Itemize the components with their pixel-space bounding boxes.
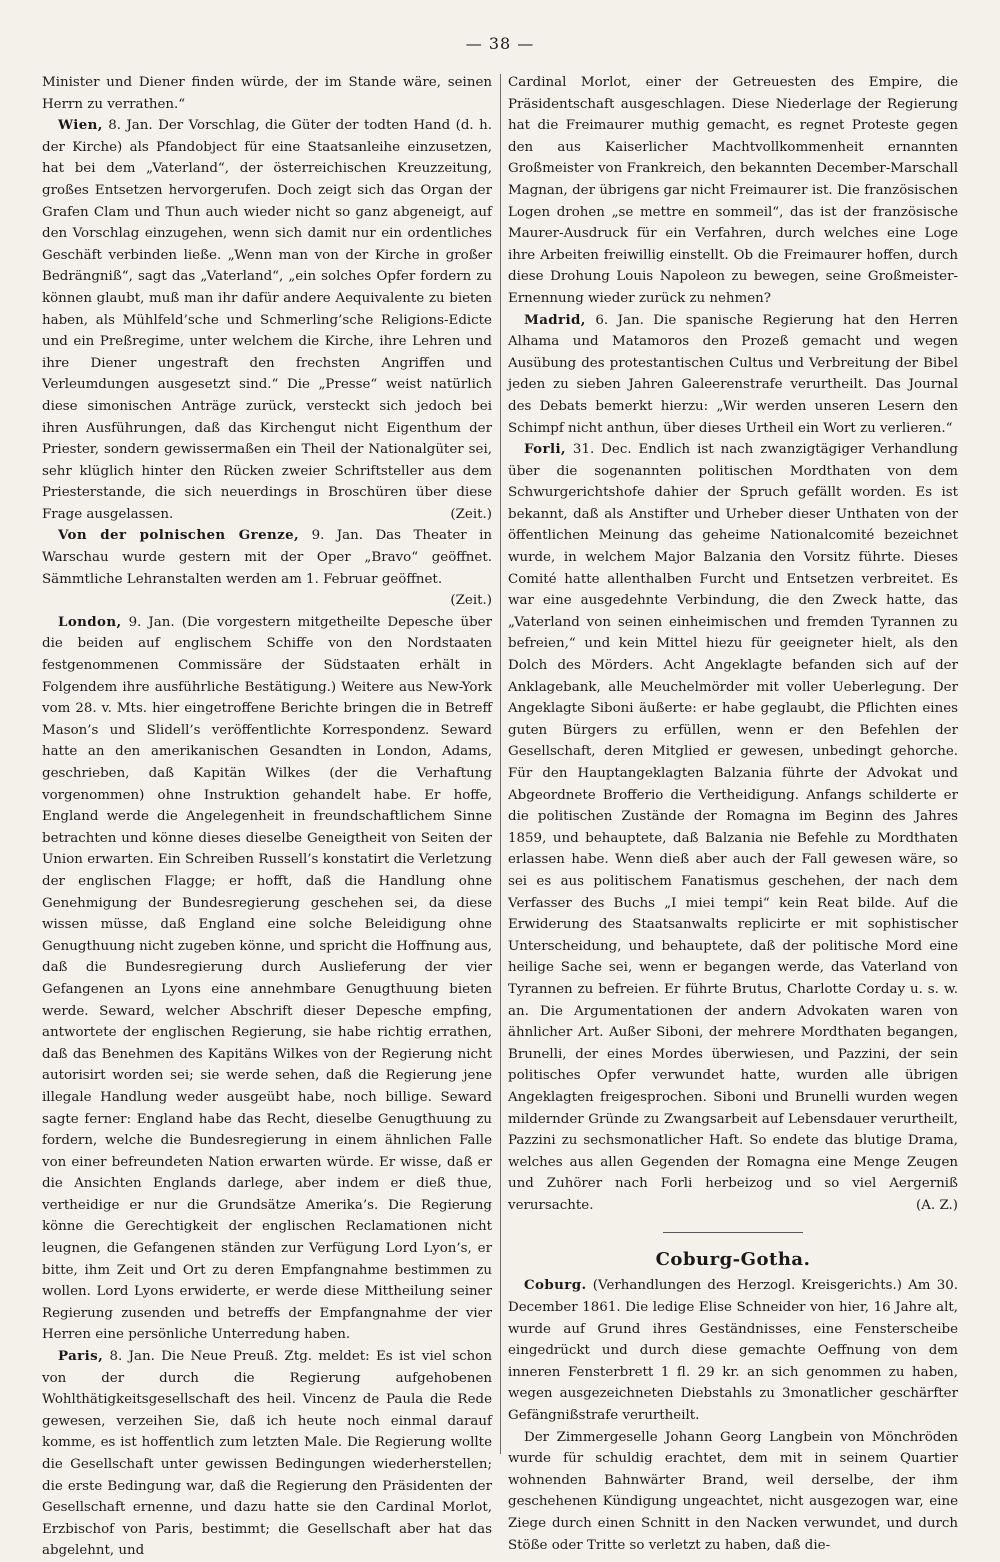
article-paragraph bbox=[42, 612, 492, 1346]
article-dateline: Forli, bbox=[524, 441, 566, 458]
article-paragraph bbox=[508, 72, 958, 310]
article-text: 31. Dec. Endlich ist nach zwanzigtägiger Verhandlung über die sogenannten politischen Mordthaten von dem Schwurgerichtshofe dahier der Spruch gefällt worden. Es ist bekannt, daß als Anstifter und Urheber dieser Unthaten von der öffentlichen Meinung das geheime Nationalcomité bezeichnet wurde, in welchem Major Balzania den Vorsitz führte. Dieses Comité hatte allenthalben Furcht und Entsetzen verbreitet. Es war eine ausgedehnte Verbindung, die den Zweck hatte, das „Vaterland von seinen einheimischen und fremden Tyrannen zu befreien,“ und kein Mittel hiezu für geeigneter hielt, als den Dolch des Mörders. Acht Angeklagte befanden sich auf der Anklagebank, alle Meuchelmörder mit voller Ueberlegung. Der Angeklagte Siboni äußerte: er habe geglaubt, die Pflichten eines guten Bürgers zu erfüllen, wenn er den Befehlen der Gesellschaft, deren Mitglied er gewesen, unbedingt gehorche. Für den Hauptangeklagten Balzania führte der Advokat und Abgeordnete Brofferio die Vertheidigung. Anfangs schilderte er die politischen Zustände der Romagna im Beginn des Jahres 1859, und behauptete, daß Balzania nie Befehle zu Mordthaten erlassen habe. Wenn dieß aber auch der Fall gewesen wäre, so sei es aus politischem Fanatismus geschehen, der nach dem Verfasser des Buchs „I miei tempi“ kein Reat bilde. Auf die Erwiderung des Staatsanwalts replicirte er mit sophistischer Unterscheidung, und behauptete, daß der politische Mord eine heilige Sache sei, wenn er begangen werde, das Vaterland von Tyrannen zu befreien. Er führte Brutus, Charlotte Corday u. s. w. an. Die Argumentationen der andern Advokaten waren von ähnlicher Art. Außer Siboni, der mehrere Mordthaten begangen, Brunelli, der eines Mordes überwiesen, und Pazzini, der sein politisches Opfer verwundet hatte, wurden alle übrigen Angeklagten freigesprochen. Siboni und Brunelli wurden wegen mildernder Gründe zu Zwangsarbeit auf Lebensdauer verurtheilt, Pazzini zu sechsmonatlicher Haft. So endete das blutige Drama, welches aus allen Gegenden der Romagna eine Menge Zeugen und Zuhörer nach Forli herbeizog und so viel Aergerniß verursachte. bbox=[508, 442, 958, 1213]
article-text: Cardinal Morlot, einer der Getreuesten des Empire, die Präsidentschaft ausgeschlagen. Diese Niederlage der Regierung hat die Freimaurer muthig gemacht, es regnet Proteste gegen den aus Kaiserlicher Machtvollkommenheit ernannten Großmeister von Frankreich, den bekannten December-Marschall Magnan, der übrigens gar nicht Freimaurer ist. Die französischen Logen drohen „se mettre en sommeil“, das ist der französische Maurer-Ausdruck für ein Verfahren, durch welches eine Loge ihre Arbeiten freiwillig einstellt. Ob die Freimaurer hoffen, durch diese Drohung Louis Napoleon zu bewegen, seine Großmeister-Ernennung wieder zurück zu nehmen? bbox=[508, 75, 958, 306]
article-dateline: Von der polnischen Grenze, bbox=[58, 527, 300, 544]
article-source: (A. Z.) bbox=[916, 1197, 958, 1213]
article-dateline: Paris, bbox=[58, 1348, 104, 1365]
left-column bbox=[42, 72, 492, 1559]
article-text: Der Zimmergeselle Johann Georg Langbein von Mönchröden wurde für schuldig erachtet, dem mit in seinem Quartier wohnenden Bahnwärter Brand, weil derselbe, der ihm geschehenen Kündigung ungeachtet, nicht ausgezogen war, eine Ziege durch einen Schnitt in den Nacken verwundet, und durch Stöße oder Tritte so verletzt zu haben, daß die- bbox=[508, 1429, 958, 1553]
section-rule bbox=[663, 1232, 803, 1233]
section-heading: Coburg-Gotha. bbox=[655, 1249, 811, 1271]
article-text: 9. Jan. Das Theater in Warschau wurde gestern mit der Oper „Bravo“ geöffnet. Sämmtliche Lehranstalten werden am 1. Februar geöffnet. bbox=[42, 528, 492, 587]
article-dateline: Coburg. bbox=[524, 1277, 587, 1294]
article-paragraph bbox=[508, 1275, 958, 1426]
article-paragraph bbox=[42, 115, 492, 525]
right-column bbox=[508, 72, 958, 1553]
article-paragraph bbox=[508, 439, 958, 1216]
article-source: (Zeit.) bbox=[450, 506, 492, 522]
article-text: Minister und Diener finden würde, der im Stande wäre, seinen Herrn zu verrathen.“ bbox=[42, 75, 492, 112]
article-paragraph bbox=[508, 310, 958, 440]
article-text: (Verhandlungen des Herzogl. Kreisgerichts.) Am 30. December 1861. Die ledige Elise Schneider von hier, 16 Jahre alt, wurde auf Grund ihres Geständnisses, eine Fensterscheibe eingedrückt und durch diese gemachte Oeffnung von dem inneren Fensterbrett 1 fl. 29 kr. an sich genommen zu haben, wegen ausgezeichneten Diebstahls zu 3monatlicher geschärfter Gefängnißstrafe verurtheilt. bbox=[508, 1278, 958, 1424]
article-paragraph bbox=[42, 72, 492, 115]
article-paragraph bbox=[508, 1427, 958, 1557]
article-paragraph bbox=[42, 1346, 492, 1562]
column-divider bbox=[500, 74, 501, 1454]
article-dateline: Wien, bbox=[58, 117, 103, 134]
article-text: 8. Jan. Die Neue Preuß. Ztg. meldet: Es ist viel schon von der durch die Regierung aufgehobenen Wohlthätigkeitsgesellschaft des heil. Vincenz de Paula die Rede gewesen, verzeihen Sie, daß ich heute noch einmal darauf komme, es ist hoffentlich zum letzten Male. Die Regierung wollte die Gesellschaft unter gewissen Bedingungen wiederherstellen; die erste Bedingung war, daß die Regierung den Präsidenten der Gesellschaft ernenne, und dazu hatte sie den Cardinal Morlot, Erzbischof von Paris, bestimmt; die Gesellschaft aber hat das abgelehnt, und bbox=[42, 1349, 492, 1559]
article-text: 6. Jan. Die spanische Regierung hat den Herren Alhama und Matamoros den Prozeß gemacht und wegen Ausübung des protestantischen Cultus und Verbreitung der Bibel jeden zu sieben Jahren Galeerenstrafe verurtheilt. Das Journal des Debats bemerkt hierzu: „Wir werden unseren Lesern den Schimpf nicht anthun, über dieses Urtheil ein Wort zu verlieren.“ bbox=[508, 312, 958, 436]
article-source: (Zeit.) bbox=[450, 593, 492, 609]
article-text: 9. Jan. (Die vorgestern mitgetheilte Depesche über die beiden auf englischem Schiffe von den Nordstaaten festgenommenen Commissäre der Südstaaten erhält in Folgendem ihre ausführliche Bestätigung.) Weitere aus New-York vom 28. v. Mts. hier eingetroffene Berichte bringen die in Betreff Mason’s und Slidell’s veröffentlichte Korrespondenz. Seward hatte an den amerikanischen Gesandten in London, Adams, geschrieben, daß Kapitän Wilkes (der die Verhaftung vorgenommen) ohne Instruktion gehandelt habe. Er hoffe, England werde die Angelegenheit in freundschaftlichem Sinne betrachten und könne dieses dieselbe Geneigtheit von Seiten der Union erwarten. Ein Schreiben Russell’s konstatirt die Verletzung der englischen Flagge; er hofft, daß die Handlung ohne Genehmigung der Bundesregierung geschehen sei, da diese wissen müsse, daß England eine solche Beleidigung ohne Genugthuung nicht zugeben könne, und spricht die Hoffnung aus, daß die Bundesregierung durch Auslieferung der vier Gefangenen an Lyons eine annehmbare Genugthuung bieten werde. Seward, welcher Abschrift dieser Depesche empfing, antwortete der englischen Regierung, sie habe richtig errathen, daß das Benehmen des Kapitäns Wilkes von der Regierung nicht autorisirt worden sei; sie werde sehen, daß die Regierung jene illegale Handlung weder ausgeübt habe, noch billige. Seward sagte ferner: England habe das Recht, dieselbe Genugthuung zu fordern, welche die Bundesregierung in einem ähnlichen Falle von einer befreundeten Nation erwarten würde. Er wisse, daß er die Ansichten Englands darlege, aber indem er dieß thue, vertheidige er nur die Grundsätze Amerika’s. Die Regierung könne die Gerechtigkeit der englischen Reclamationen nicht leugnen, die Gefangenen ständen zur Verfügung Lord Lyon’s, er bitte, ihm Zeit und Ort zu deren Empfangnahme bestimmen zu wollen. Lord Lyons erwiderte, er werde diese Mittheilung seiner Regierung zusenden und betreffs der Empfangnahme der vier Herren eine persönliche Unterredung haben. bbox=[42, 614, 492, 1343]
article-dateline: Madrid, bbox=[524, 311, 586, 328]
article-text: 8. Jan. Der Vorschlag, die Güter der todten Hand (d. h. der Kirche) als Pfandobject für eine Staatsanleihe einzusetzen, hat bei dem „Vaterland“, der österreichischen Kreuzzeitung, großes Entsetzen hervorgerufen. Doch zeigt sich das Organ der Grafen Clam und Thun auch wieder nicht so ganz abgeneigt, auf den Vorschlag einzugehen, wenn sich damit nur ein ordentliches Geschäft verbinden ließe. „Wenn man von der Kirche in großer Bedrängniß“, sagt das „Vaterland“, „ein solches Opfer fordern zu können glaubt, muß man ihr dafür andere Aequivalente zu bieten haben, als Mühlfeld’sche und Schmerling’sche Religions-Edicte und ein Preßregime, unter welchem die Kirche, ihre Lehren und ihre Diener ungestraft den frechsten Angriffen und Verleumdungen ausgesetzt sind.“ Die „Presse“ weist natürlich diese simonischen Anträge zurück, versteckt sich jedoch bei ihren Ausführungen, daß das Kirchengut nicht Eigenthum der Priester, sondern gewissermaßen ein Theil der Nationalgüter sei, sehr klüglich hinter den Rücken zweier Schriftsteller aus dem Priesterstande, die sich neuerdings in Broschüren über diese Frage ausgelassen. bbox=[42, 118, 492, 522]
article-dateline: London, bbox=[58, 613, 122, 630]
article-paragraph bbox=[42, 525, 492, 611]
page-number: — 38 — bbox=[465, 34, 535, 53]
